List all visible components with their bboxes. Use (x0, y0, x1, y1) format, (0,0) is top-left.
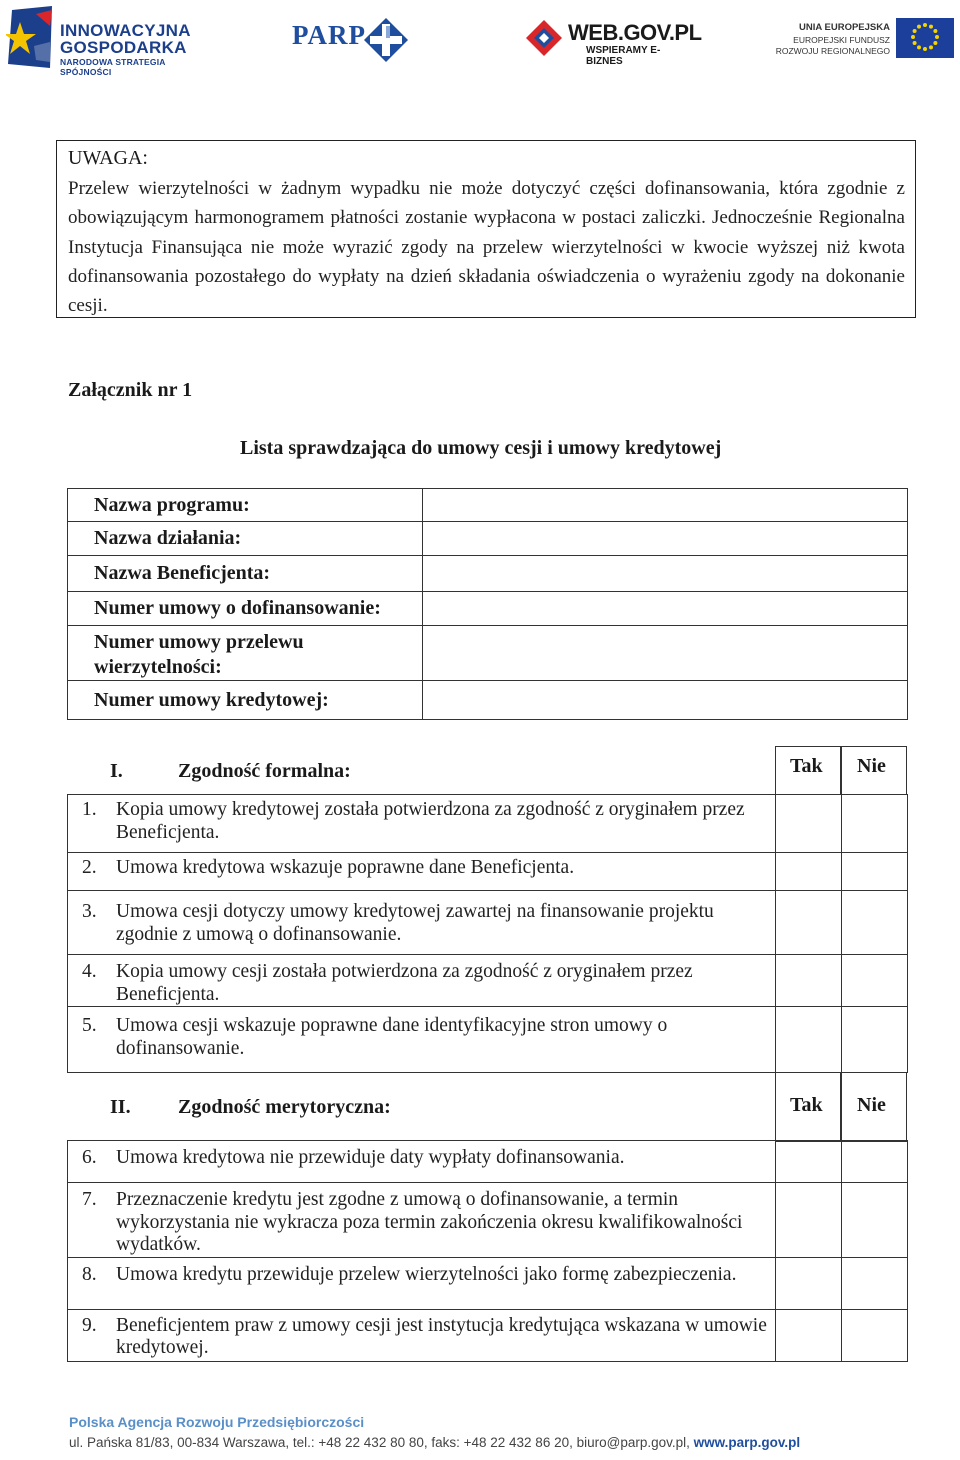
checkbox-tak[interactable] (776, 1309, 842, 1361)
info-value-field[interactable] (423, 626, 908, 681)
web-gov-emblem-icon (522, 16, 566, 60)
checkbox-nie[interactable] (842, 1007, 908, 1073)
checklist-row (68, 955, 908, 1007)
question-text: Umowa kredytu przewiduje przelew wierzytelności jako formę zabezpieczenia. (116, 1263, 737, 1285)
info-label: Numer umowy kredytowej: (68, 681, 423, 720)
web-gov-pl-logo (522, 14, 702, 67)
ue-logo-line1: UNIA EUROPEJSKA (799, 22, 890, 33)
question-number: 1. (82, 799, 97, 820)
warning-box (56, 140, 916, 318)
warning-title: UWAGA: (68, 147, 148, 169)
question-number: 6. (82, 1147, 97, 1168)
checklist-title: Lista sprawdzająca do umowy cesji i umowy kredytowej (240, 437, 722, 459)
footer-contact (69, 1435, 800, 1450)
checklist-question (68, 795, 776, 853)
section2-no-label: Nie (857, 1094, 886, 1116)
section2-yes-label: Tak (790, 1094, 823, 1116)
warning-text: Przelew wierzytelności w żadnym wypadku nie może dotyczyć części dofinansowania, która zgodnie z obowiązującym harmonogramem płatności zostanie wypłacona w postaci zaliczki. Jednocześnie Regionalna Instytucja Finansująca nie może wyrazić zgody na przelew wierzytelności w kwocie wyższej niż kwota dofinansowania pozostałego do wypłaty na dzień składania oświadczenia o wyrażeniu zgody na dokonanie cesji. (68, 178, 905, 317)
question-number: 3. (82, 901, 97, 922)
info-row (68, 681, 908, 720)
attachment-heading: Załącznik nr 1 (68, 379, 193, 401)
checkbox-tak[interactable] (776, 1257, 842, 1309)
checkbox-nie[interactable] (842, 1141, 908, 1183)
question-text: Umowa kredytowa wskazuje poprawne dane Beneficjenta. (116, 857, 575, 878)
checklist-row (68, 891, 908, 955)
parp-logo (292, 16, 412, 64)
footer-url-link[interactable]: www.parp.gov.pl (693, 1435, 801, 1450)
ig-logo-line1: INNOWACYJNA (60, 21, 191, 40)
question-text: Beneficjentem praw z umowy cesji jest instytucja kredytująca wskazana w umowie kredytowej. (116, 1314, 767, 1358)
ig-logo-line2: GOSPODARKA (60, 38, 187, 57)
question-number: 4. (82, 961, 97, 982)
section2-checklist (67, 1140, 908, 1362)
checkbox-tak[interactable] (776, 853, 842, 891)
checklist-question (68, 891, 776, 955)
question-text: Kopia umowy kredytowej została potwierdzona za zgodność z oryginałem przez Beneficjenta. (116, 799, 745, 843)
checklist-question (68, 1141, 776, 1183)
checkbox-nie[interactable] (842, 1183, 908, 1258)
checkbox-nie[interactable] (842, 891, 908, 955)
web-logo-line1: WEB.GOV.PL (568, 20, 702, 45)
info-label: Numer umowy przelewu wierzytelności: (68, 626, 423, 681)
checklist-row (68, 795, 908, 853)
footer-address: ul. Pańska 81/83, 00-834 Warszawa, tel.: +48 22 432 80 80, faks: +48 22 432 86 20, biuro@parp.gov.pl, (69, 1435, 694, 1450)
checkbox-nie[interactable] (842, 955, 908, 1007)
checkbox-tak[interactable] (776, 1141, 842, 1183)
info-row (68, 489, 908, 522)
checkbox-nie[interactable] (842, 1309, 908, 1361)
checklist-row (68, 1257, 908, 1309)
checkbox-tak[interactable] (776, 891, 842, 955)
innowacyjna-gospodarka-logo (6, 6, 206, 77)
checklist-row (68, 1309, 908, 1361)
info-row (68, 556, 908, 592)
checkbox-nie[interactable] (842, 853, 908, 891)
info-value-field[interactable] (423, 556, 908, 592)
ig-emblem-icon (6, 6, 54, 70)
checkbox-tak[interactable] (776, 795, 842, 853)
checkbox-nie[interactable] (842, 795, 908, 853)
checkbox-tak[interactable] (776, 955, 842, 1007)
section1-number: I. (110, 760, 123, 782)
checklist-question (68, 1007, 776, 1073)
web-logo-line2: WSPIERAMY E-BIZNES (586, 45, 661, 67)
question-text: Przeznaczenie kredytu jest zgodne z umową o dofinansowanie, a termin wykorzystania nie wykracza poza termin zakończenia okresu kwalifikowalności wydatków. (116, 1189, 743, 1255)
checklist-row (68, 1183, 908, 1258)
section2-number: II. (110, 1096, 131, 1118)
parp-cross-icon (364, 18, 408, 62)
info-value-field[interactable] (423, 489, 908, 522)
info-label: Nazwa Beneficjenta: (68, 556, 423, 592)
checklist-row (68, 1007, 908, 1073)
info-value-field[interactable] (423, 522, 908, 556)
question-number: 2. (82, 857, 97, 878)
checkbox-nie[interactable] (842, 1257, 908, 1309)
question-text: Umowa cesji dotyczy umowy kredytowej zawartej na finansowanie projektu zgodnie z umową o dofinansowanie. (116, 901, 714, 945)
info-label: Nazwa programu: (68, 489, 423, 522)
info-value-field[interactable] (423, 681, 908, 720)
section2-label: Zgodność merytoryczna: (178, 1096, 391, 1118)
footer-org-name: Polska Agencja Rozwoju Przedsiębiorczości (69, 1414, 365, 1430)
info-table (67, 488, 908, 720)
checklist-question (68, 853, 776, 891)
ig-logo-line3: NARODOWA STRATEGIA SPÓJNOŚCI (60, 57, 166, 77)
section1-label: Zgodność formalna: (178, 760, 351, 782)
checkbox-tak[interactable] (776, 1183, 842, 1258)
eu-flag-icon (896, 18, 954, 58)
section1-yes-label: Tak (790, 755, 823, 777)
parp-logo-text: PARP (292, 20, 366, 50)
header-logos (0, 0, 960, 80)
info-label: Nazwa działania: (68, 522, 423, 556)
section1-no-label: Nie (857, 755, 886, 777)
question-text: Umowa cesji wskazuje poprawne dane identyfikacyjne stron umowy o dofinansowanie. (116, 1015, 668, 1059)
question-number: 8. (82, 1263, 97, 1285)
checklist-question (68, 955, 776, 1007)
question-text: Kopia umowy cesji została potwierdzona za zgodność z oryginałem przez Beneficjenta. (116, 961, 693, 1005)
info-label: Numer umowy o dofinansowanie: (68, 592, 423, 626)
question-number: 7. (82, 1189, 97, 1210)
section1-checklist (67, 794, 908, 1073)
checklist-row (68, 853, 908, 891)
question-text: Umowa kredytowa nie przewiduje daty wypłaty dofinansowania. (116, 1147, 625, 1168)
checkbox-tak[interactable] (776, 1007, 842, 1073)
checklist-row (68, 1141, 908, 1183)
ue-efrr-logo (775, 14, 954, 64)
checklist-question (68, 1257, 776, 1309)
info-value-field[interactable] (423, 592, 908, 626)
question-number: 9. (82, 1314, 97, 1336)
info-row (68, 626, 908, 681)
ue-logo-line3: ROZWOJU REGIONALNEGO (775, 46, 890, 56)
checklist-question (68, 1309, 776, 1361)
info-row (68, 522, 908, 556)
info-row (68, 592, 908, 626)
checklist-question (68, 1183, 776, 1258)
ue-logo-line2: EUROPEJSKI FUNDUSZ (793, 35, 890, 45)
question-number: 5. (82, 1015, 97, 1036)
